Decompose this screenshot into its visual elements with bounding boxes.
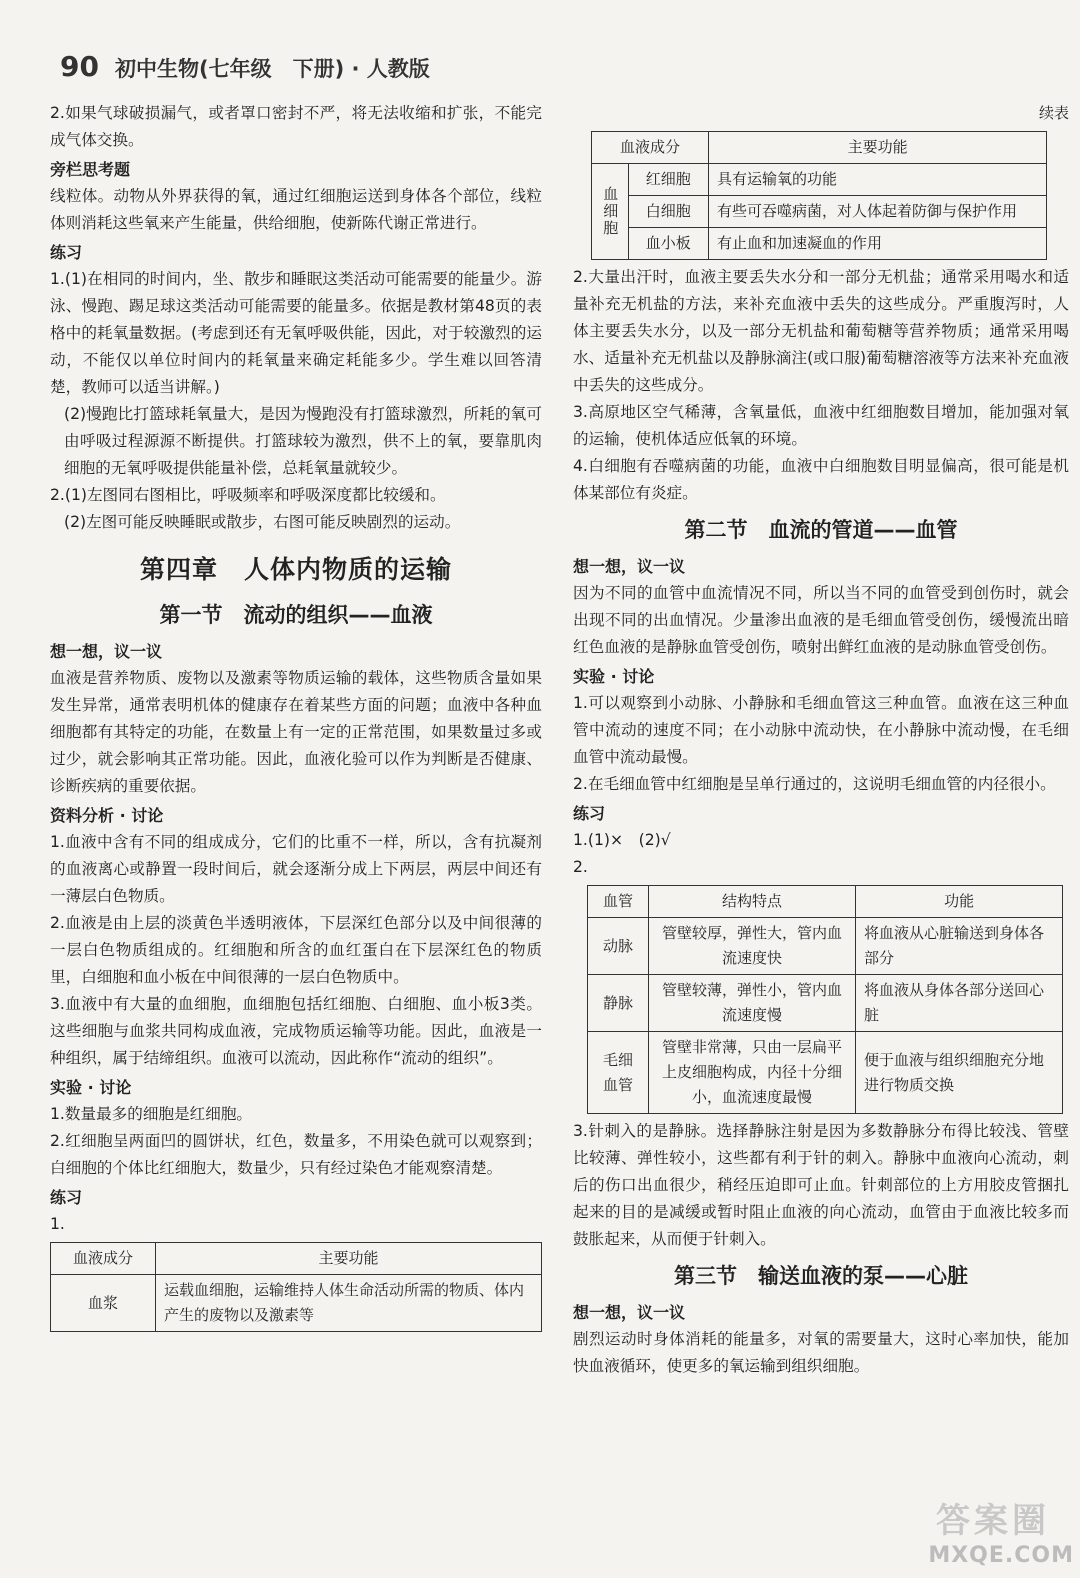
experiment-answer-2: 2.红细胞呈两面凹的圆饼状，红色，数量多，不用染色就可以观察到；白细胞的个体比红细胞大，数量少，只有经过染色才能观察清楚。 xyxy=(50,1132,542,1177)
experiment-answer-1: 1.数量最多的细胞是红细胞。 xyxy=(50,1105,253,1123)
table-cell: 运载血细胞，运输维持人体生命活动所需的物质、体内产生的废物以及激素等 xyxy=(156,1275,542,1332)
answer-think: 血液是营养物质、废物以及激素等物质运输的载体，这些物质含量如果发生异常，通常表明机体的健康存在着某些方面的问题；血液中各种血细胞都有其特定的功能，在数量上有一定的正常范围，如果数量过多或过少，就会影响其正常功能。因此，血液化验可以作为判断是否健康、诊断疾病的重要依据。 xyxy=(50,669,542,795)
table-cell: 动脉 xyxy=(588,918,649,975)
chapter-title: 第四章 人体内物质的运输 xyxy=(139,555,452,584)
continued-label: 续表 xyxy=(1038,104,1069,122)
blood-vessel-table xyxy=(587,885,1063,1114)
heading-experiment: 实验 · 讨论 xyxy=(50,1078,132,1097)
table-cell: 便于血液与组织细胞充分地进行物质交换 xyxy=(856,1032,1063,1114)
answer-balloon: 2.如果气球破损漏气，或者罩口密封不严，将无法收缩和扩张，不能完成气体交换。 xyxy=(50,104,542,149)
table-header-row xyxy=(592,132,1047,164)
data-answer-1: 1.血液中含有不同的组成成分，它们的比重不一样，所以，含有抗凝剂的血液离心或静置一段时间后，就会逐渐分成上下两层，两层中间还有一薄层白色物质。 xyxy=(50,833,542,905)
table-cell: 管壁非常薄，只由一层扁平上皮细胞构成，内径十分细小，血流速度最慢 xyxy=(649,1032,856,1114)
table-header: 主要功能 xyxy=(156,1243,542,1275)
answer-4-wbc: 4.白细胞有吞噬病菌的功能，血液中白细胞数目明显偏高，很可能是机体某部位有炎症。 xyxy=(573,457,1069,502)
data-answer-3: 3.血液中有大量的血细胞，血细胞包括红细胞、白细胞、血小板3类。这些细胞与血浆共同构成血液，完成物质运输等功能。因此，血液是一种组织，属于结缔组织。血液可以流动，因此称作“流动的组织”。 xyxy=(50,995,542,1067)
table-cell: 将血液从心脏输送到身体各部分 xyxy=(856,918,1063,975)
table-cell: 管壁较薄，弹性小，管内血流速度慢 xyxy=(649,975,856,1032)
heading-think: 想一想，议一议 xyxy=(50,642,163,661)
section-title-3: 第三节 输送血液的泵——心脏 xyxy=(674,1264,968,1288)
book-title: 初中生物(七年级 下册) · 人教版 xyxy=(114,57,430,81)
page-number: 90 xyxy=(60,50,99,83)
heading-exercise-2: 练习 xyxy=(50,1188,83,1207)
heading-exercise: 练习 xyxy=(50,243,83,262)
heading-think-3: 想一想，议一议 xyxy=(573,1303,686,1322)
left-column xyxy=(50,100,542,1336)
table-header-row xyxy=(588,886,1063,918)
exercise-1-1: 1.(1)在相同的时间内，坐、散步和睡眠这类活动可能需要的能量少。游泳、慢跑、踢足球这类活动可能需要的能量多。依据是教材第48页的表格中的耗氧量数据。(考虑到还有无氧呼吸供能，因此，对于较激烈的运动，不能仅以单位时间内的耗氧量来确定耗能多少。学生难以回答清楚，教师可以适当讲解。) xyxy=(50,270,542,396)
exercise-1-2: (2)慢跑比打篮球耗氧量大，是因为慢跑没有打篮球激烈，所耗的氧可由呼吸过程源源不断提供。打篮球较为激烈，供不上的氧，要靠肌肉细胞的无氧呼吸提供能量补偿，总耗氧量就较少。 xyxy=(64,405,542,477)
table-row xyxy=(592,228,1047,260)
watermark-url: MXQE.COM xyxy=(928,1543,1074,1568)
heading-think: 想一想，议一议 xyxy=(573,557,686,576)
heading-data-analysis: 资料分析 · 讨论 xyxy=(50,806,164,825)
table-cell: 血小板 xyxy=(628,228,708,260)
exercise-2-2: (2)左图可能反映睡眠或散步，右图可能反映剧烈的运动。 xyxy=(64,513,461,531)
table-row xyxy=(588,918,1063,975)
data-answer-2: 2.血液是由上层的淡黄色半透明液体，下层深红色部分以及中间很薄的一层白色物质组成的。红细胞和所含的血红蛋白在下层深红色的物质里，白细胞和血小板在中间很薄的一层白色物质中。 xyxy=(50,914,542,986)
table-cell: 有些可吞噬病菌，对人体起着防御与保护作用 xyxy=(709,196,1047,228)
table-row xyxy=(51,1275,542,1332)
table-header: 主要功能 xyxy=(709,132,1047,164)
table-cell: 将血液从身体各部分送回心脏 xyxy=(856,975,1063,1032)
table-row xyxy=(592,196,1047,228)
answer-sidebar: 线粒体。动物从外界获得的氧，通过红细胞运送到身体各个部位，线粒体则消耗这些氧来产生能量，供给细胞，使新陈代谢正常进行。 xyxy=(50,187,542,232)
heading-experiment: 实验 · 讨论 xyxy=(573,667,655,686)
table-row xyxy=(588,1032,1063,1114)
heading-exercise: 练习 xyxy=(573,804,606,823)
table-cell: 红细胞 xyxy=(628,164,708,196)
table-cell: 管壁较厚，弹性大，管内血流速度快 xyxy=(649,918,856,975)
table-cell: 静脉 xyxy=(588,975,649,1032)
table-header: 血液成分 xyxy=(51,1243,156,1275)
table-cell: 毛细血管 xyxy=(588,1032,649,1114)
answer-2-sweat: 2.大量出汗时，血液主要丢失水分和一部分无机盐；通常采用喝水和适量补充无机盐的方法，来补充血液中丢失的这些成分。严重腹泻时，人体主要丢失水分，以及一部分无机盐和葡萄糖等营养物质；通常采用喝水、适量补充无机盐以及静脉滴注(或口服)葡萄糖溶液等方法来补充血液中丢失的这些成分。 xyxy=(573,268,1069,394)
table-header-row xyxy=(51,1243,542,1275)
right-column xyxy=(573,100,1069,1380)
blood-components-table xyxy=(50,1242,542,1332)
section-title-1: 第一节 流动的组织——血液 xyxy=(159,603,433,627)
table-header: 结构特点 xyxy=(649,886,856,918)
exercise-2-1: 2.(1)左图同右图相比，呼吸频率和呼吸深度都比较缓和。 xyxy=(50,486,446,504)
exercise-number-1: 1. xyxy=(50,1215,65,1233)
table-header: 血管 xyxy=(588,886,649,918)
exercise-number-2: 2. xyxy=(573,858,588,876)
table-header: 血液成分 xyxy=(592,132,709,164)
table-cell-group: 血细胞 xyxy=(592,164,629,260)
table-cell: 白细胞 xyxy=(628,196,708,228)
section-title-2: 第二节 血流的管道——血管 xyxy=(684,518,958,542)
blood-components-table-continued xyxy=(591,131,1047,260)
table-row xyxy=(588,975,1063,1032)
experiment-answer-1: 1.可以观察到小动脉、小静脉和毛细血管这三种血管。血液在这三种血管中流动的速度不同；在小动脉中流动快，在小静脉中流动慢，在毛细血管中流动最慢。 xyxy=(573,694,1069,766)
heading-sidebar-question: 旁栏思考题 xyxy=(50,160,131,179)
table-row xyxy=(592,164,1047,196)
table-cell: 具有运输氧的功能 xyxy=(709,164,1047,196)
table-cell: 血浆 xyxy=(51,1275,156,1332)
watermark-logo: 答案圈 xyxy=(936,1501,1050,1541)
page-header xyxy=(60,50,430,90)
exercise-answer-3: 3.针刺入的是静脉。选择静脉注射是因为多数静脉分布得比较浅、管壁比较薄、弹性较小，这些都有利于针的刺入。静脉中血液向心流动，刺后的伤口出血很少，稍经压迫即可止血。针刺部位的上方用胶皮管捆扎起来的目的是减缓或暂时阻止血液的向心流动，血管由于血液比较多而鼓胀起来，从而便于针刺入。 xyxy=(573,1122,1069,1248)
table-header: 功能 xyxy=(856,886,1063,918)
answer-3-plateau: 3.高原地区空气稀薄，含氧量低，血液中红细胞数目增加，能加强对氧的运输，使机体适应低氧的环境。 xyxy=(573,403,1069,448)
answer-think: 因为不同的血管中血流情况不同，所以当不同的血管受到创伤时，就会出现不同的出血情况。少量渗出血液的是毛细血管受创伤，缓慢流出暗红色血液的是静脉血管受创伤，喷射出鲜红血液的是动脉血管受创伤。 xyxy=(573,584,1069,656)
experiment-answer-2: 2.在毛细血管中红细胞是呈单行通过的，这说明毛细血管的内径很小。 xyxy=(573,775,1056,793)
table-cell: 有止血和加速凝血的作用 xyxy=(709,228,1047,260)
answer-think-3: 剧烈运动时身体消耗的能量多，对氧的需要量大，这时心率加快，能加快血液循环，使更多的氧运输到组织细胞。 xyxy=(573,1330,1069,1375)
exercise-answer-1: 1.(1)× (2)√ xyxy=(573,831,671,849)
